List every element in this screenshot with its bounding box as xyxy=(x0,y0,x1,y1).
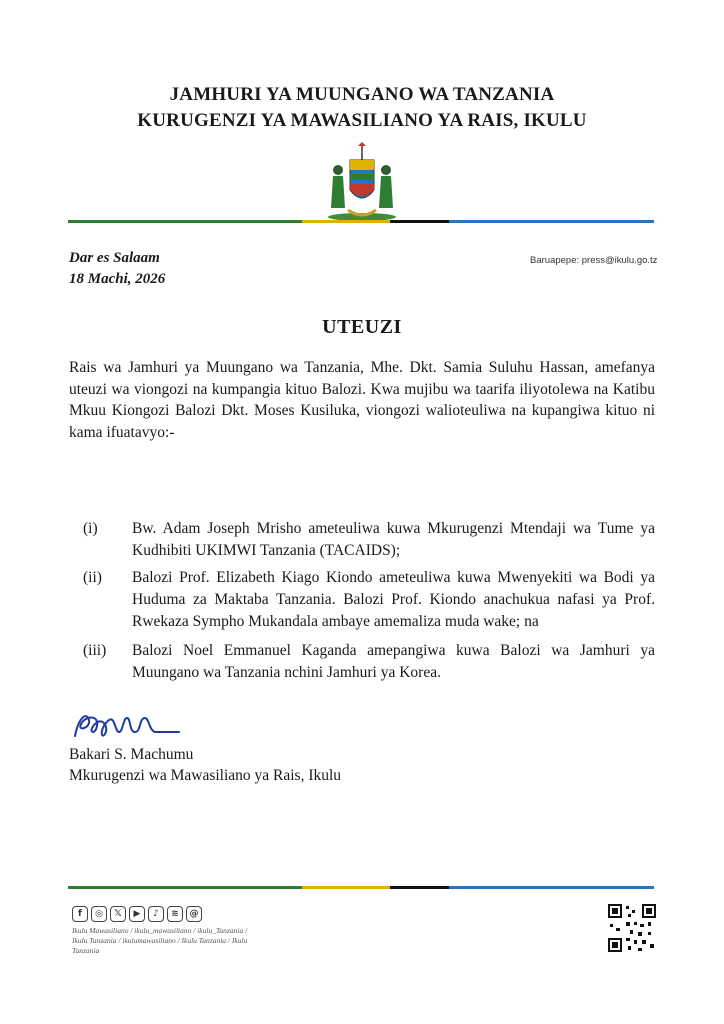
instagram-icon[interactable]: ◎ xyxy=(91,906,107,922)
divider-yellow xyxy=(302,220,390,223)
item-text: Balozi Noel Emmanuel Kaganda amepangiwa kuwa Balozi wa Jamhuri ya Muungano wa Tanzania nchini Jamhuri ya Korea. xyxy=(132,642,655,681)
letterhead xyxy=(0,82,724,134)
letterhead-line-2: KURUGENZI YA MAWASILIANO YA RAIS, IKULU xyxy=(137,110,587,131)
item-text: Bw. Adam Joseph Mrisho ameteuliwa kuwa Mkurugenzi Mtendaji wa Tume ya Kudhibiti UKIMWI Tanzania (TACAIDS); xyxy=(132,520,655,559)
signature-icon xyxy=(69,706,189,746)
item-number: (ii) xyxy=(83,569,102,586)
signer-title: Mkurugenzi wa Mawasiliano ya Rais, Ikulu xyxy=(69,767,342,784)
document-title: UTEUZI xyxy=(322,316,402,338)
header-divider xyxy=(68,220,654,223)
qr-code-icon[interactable] xyxy=(608,904,656,952)
signer-name: Bakari S. Machumu xyxy=(69,746,194,763)
divider-blue xyxy=(449,220,654,223)
place: Dar es Salaam xyxy=(69,250,160,266)
coat-of-arms-icon xyxy=(318,140,406,222)
intro-paragraph: Rais wa Jamhuri ya Muungano wa Tanzania, Mhe. Dkt. Samia Suluhu Hassan, amefanya uteuzi wa viongozi na kumpangia kituo Balozi. Kwa mujibu wa taarifa iliyotolewa na Katibu Mkuu Kiongozi Balozi Dkt. Moses Kusiluka, viongozi walioteuliwa na kupangiwa kituo ni kama ifuatavyo:- xyxy=(69,359,655,441)
list-item xyxy=(69,640,655,684)
divider-black xyxy=(390,220,449,223)
footer-divider xyxy=(68,886,654,889)
date: 18 Machi, 2026 xyxy=(69,271,166,287)
item-number: (iii) xyxy=(83,642,107,659)
divider-green xyxy=(68,886,302,889)
item-text: Balozi Prof. Elizabeth Kiago Kiondo ameteuliwa kuwa Mwenyekiti wa Bodi ya Huduma za Maktaba Tanzania. Balozi Prof. Kiondo anachukua nafasi ya Prof. Rwekaza Sympho Mukandala ambaye amemaliza muda wake; na xyxy=(132,569,655,630)
email-contact: Baruapepe: press@ikulu.go.tz xyxy=(530,255,658,266)
place-date xyxy=(69,248,165,290)
social-icons xyxy=(72,906,202,922)
list-item xyxy=(69,518,655,562)
threads-icon[interactable]: @ xyxy=(186,906,202,922)
divider-black xyxy=(390,886,449,889)
divider-blue xyxy=(449,886,654,889)
social-handles: Ikulu Mawasiliano / ikulu_mawasiliano / ikulu_Tanzania / Ikulu Tanzania / ikulumawasiliano / Ikulu Tanzania / Ikulu Tanzania xyxy=(72,926,248,955)
facebook-icon[interactable]: f xyxy=(72,906,88,922)
x-icon[interactable]: 𝕏 xyxy=(110,906,126,922)
youtube-icon[interactable]: ▶ xyxy=(129,906,145,922)
divider-yellow xyxy=(302,886,390,889)
letterhead-line-1: JAMHURI YA MUUNGANO WA TANZANIA xyxy=(169,84,555,105)
item-number: (i) xyxy=(83,520,98,537)
spotify-icon[interactable]: ≋ xyxy=(167,906,183,922)
divider-green xyxy=(68,220,302,223)
list-item xyxy=(69,567,655,633)
tiktok-icon[interactable]: ♪ xyxy=(148,906,164,922)
signer-block xyxy=(69,744,341,786)
